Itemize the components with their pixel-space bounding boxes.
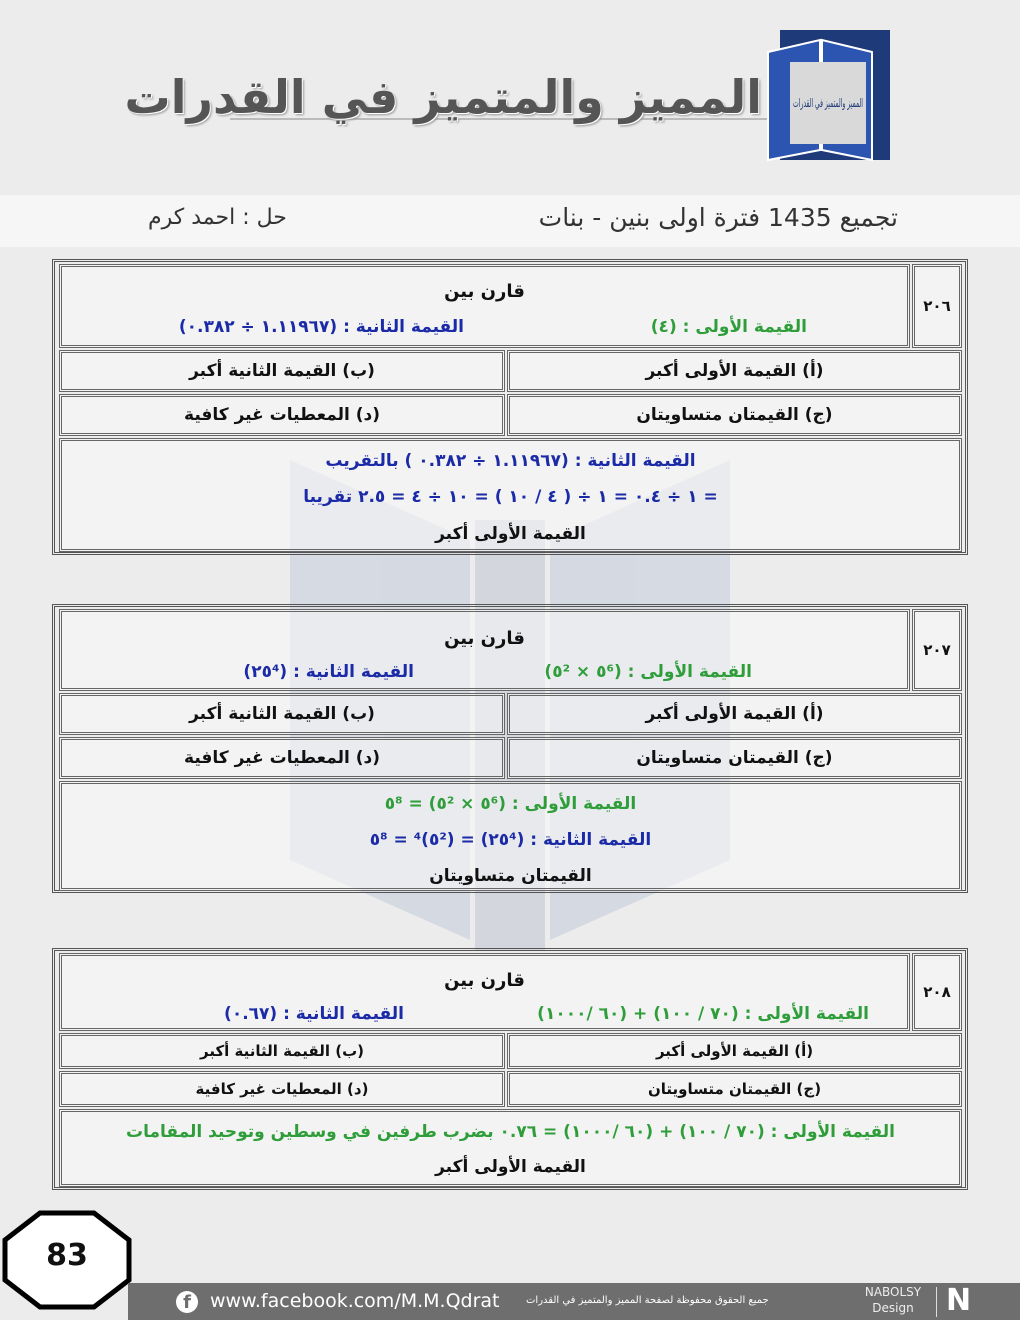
solver-label: حل : احمد كرم	[148, 205, 287, 230]
option-d[interactable]: (د) المعطيات غير كافية	[59, 737, 505, 779]
second-value: القيمة الثانية : (١.١١٩٦٧ ÷ ٠.٣٨٢)	[178, 317, 464, 337]
option-d[interactable]: (د) المعطيات غير كافية	[59, 394, 505, 436]
design-brand-sub: Design	[872, 1301, 914, 1315]
solution-line: القيمة الثانية : (١.١١٩٦٧ ÷ ٠.٣٨٢ ) بالتقريب	[325, 451, 696, 471]
rights-notice: جميع الحقوق محفوظة لصفحة المميز والمتميز في القدرات	[526, 1295, 769, 1306]
question-number: ٢٠٦	[912, 264, 962, 348]
question-stem	[59, 609, 910, 691]
subheader-bar	[0, 195, 1020, 247]
solution-line: القيمة الثانية : (٢٥⁴) = (٥²)⁴ = ٥⁸	[369, 830, 652, 850]
solution-answer: القيمة الأولى أكبر	[435, 1157, 586, 1177]
solution-line: القيمة الأولى : (٥⁶ × ٥²) = ٥⁸	[384, 794, 637, 814]
question-stem	[59, 953, 910, 1031]
question-block-206	[52, 259, 968, 555]
collection-label: تجميع 1435 فترة اولى بنين - بنات	[538, 203, 898, 232]
option-c[interactable]: (ج) القيمتان متساويتان	[507, 737, 962, 779]
option-d[interactable]: (د) المعطيات غير كافية	[59, 1071, 505, 1107]
page-footer	[128, 1283, 1020, 1320]
first-value: القيمة الأولى : (٤)	[650, 317, 807, 337]
option-a[interactable]: (أ) القيمة الأولى أكبر	[507, 350, 962, 392]
page-number: 83	[46, 1238, 88, 1273]
solution-answer: القيمة الأولى أكبر	[435, 524, 586, 544]
option-c[interactable]: (ج) القيمتان متساويتان	[507, 394, 962, 436]
compare-prompt: قارن بين	[444, 281, 525, 302]
design-brand	[858, 1284, 928, 1316]
option-c[interactable]: (ج) القيمتان متساويتان	[507, 1071, 962, 1107]
second-value: القيمة الثانية : (٢٥⁴)	[243, 662, 414, 682]
solution-box	[59, 1109, 962, 1187]
page-header	[0, 0, 1020, 195]
facebook-icon: f	[176, 1291, 198, 1313]
footer-divider	[936, 1287, 937, 1317]
compare-prompt: قارن بين	[444, 970, 525, 991]
question-block-208	[52, 948, 968, 1190]
solution-line: القيمة الأولى : (٧٠ / ١٠٠) + (٦٠ /١٠٠٠) = ٠.٧٦ بضرب طرفين في وسطين وتوحيد المقامات	[125, 1122, 896, 1142]
question-block-207	[52, 604, 968, 893]
question-number: ٢٠٧	[912, 609, 962, 691]
logo-text: المميز والمتميز في القدرات	[793, 96, 932, 110]
solution-box	[59, 781, 962, 891]
option-b[interactable]: (ب) القيمة الثانية أكبر	[59, 350, 505, 392]
book-logo-icon	[760, 22, 932, 162]
option-a[interactable]: (أ) القيمة الأولى أكبر	[507, 1033, 962, 1069]
option-a[interactable]: (أ) القيمة الأولى أكبر	[507, 693, 962, 735]
design-brand-name: NABOLSY	[864, 1285, 922, 1299]
option-b[interactable]: (ب) القيمة الثانية أكبر	[59, 1033, 505, 1069]
header-title: المميز والمتميز في القدرات	[124, 70, 762, 124]
second-value: القيمة الثانية : (٠.٦٧)	[224, 1004, 404, 1024]
solution-line: = ١ ÷ ٠.٤ = ١ ÷ ( ٤ / ١٠ ) = ١٠ ÷ ٤ = ٢.٥ تقريبا	[303, 487, 718, 507]
design-mark: N	[946, 1283, 972, 1318]
first-value: القيمة الأولى : (٧٠ / ١٠٠) + (٦٠ /١٠٠٠)	[537, 1004, 869, 1024]
question-number: ٢٠٨	[912, 953, 962, 1031]
option-b[interactable]: (ب) القيمة الثانية أكبر	[59, 693, 505, 735]
first-value: القيمة الأولى : (٥⁶ × ٥²)	[544, 662, 752, 682]
facebook-link[interactable]: www.facebook.com/M.M.Qdrat	[210, 1290, 500, 1312]
solution-answer: القيمتان متساويتان	[429, 866, 592, 886]
solution-box	[59, 438, 962, 552]
question-stem	[59, 264, 910, 348]
compare-prompt: قارن بين	[444, 628, 525, 649]
